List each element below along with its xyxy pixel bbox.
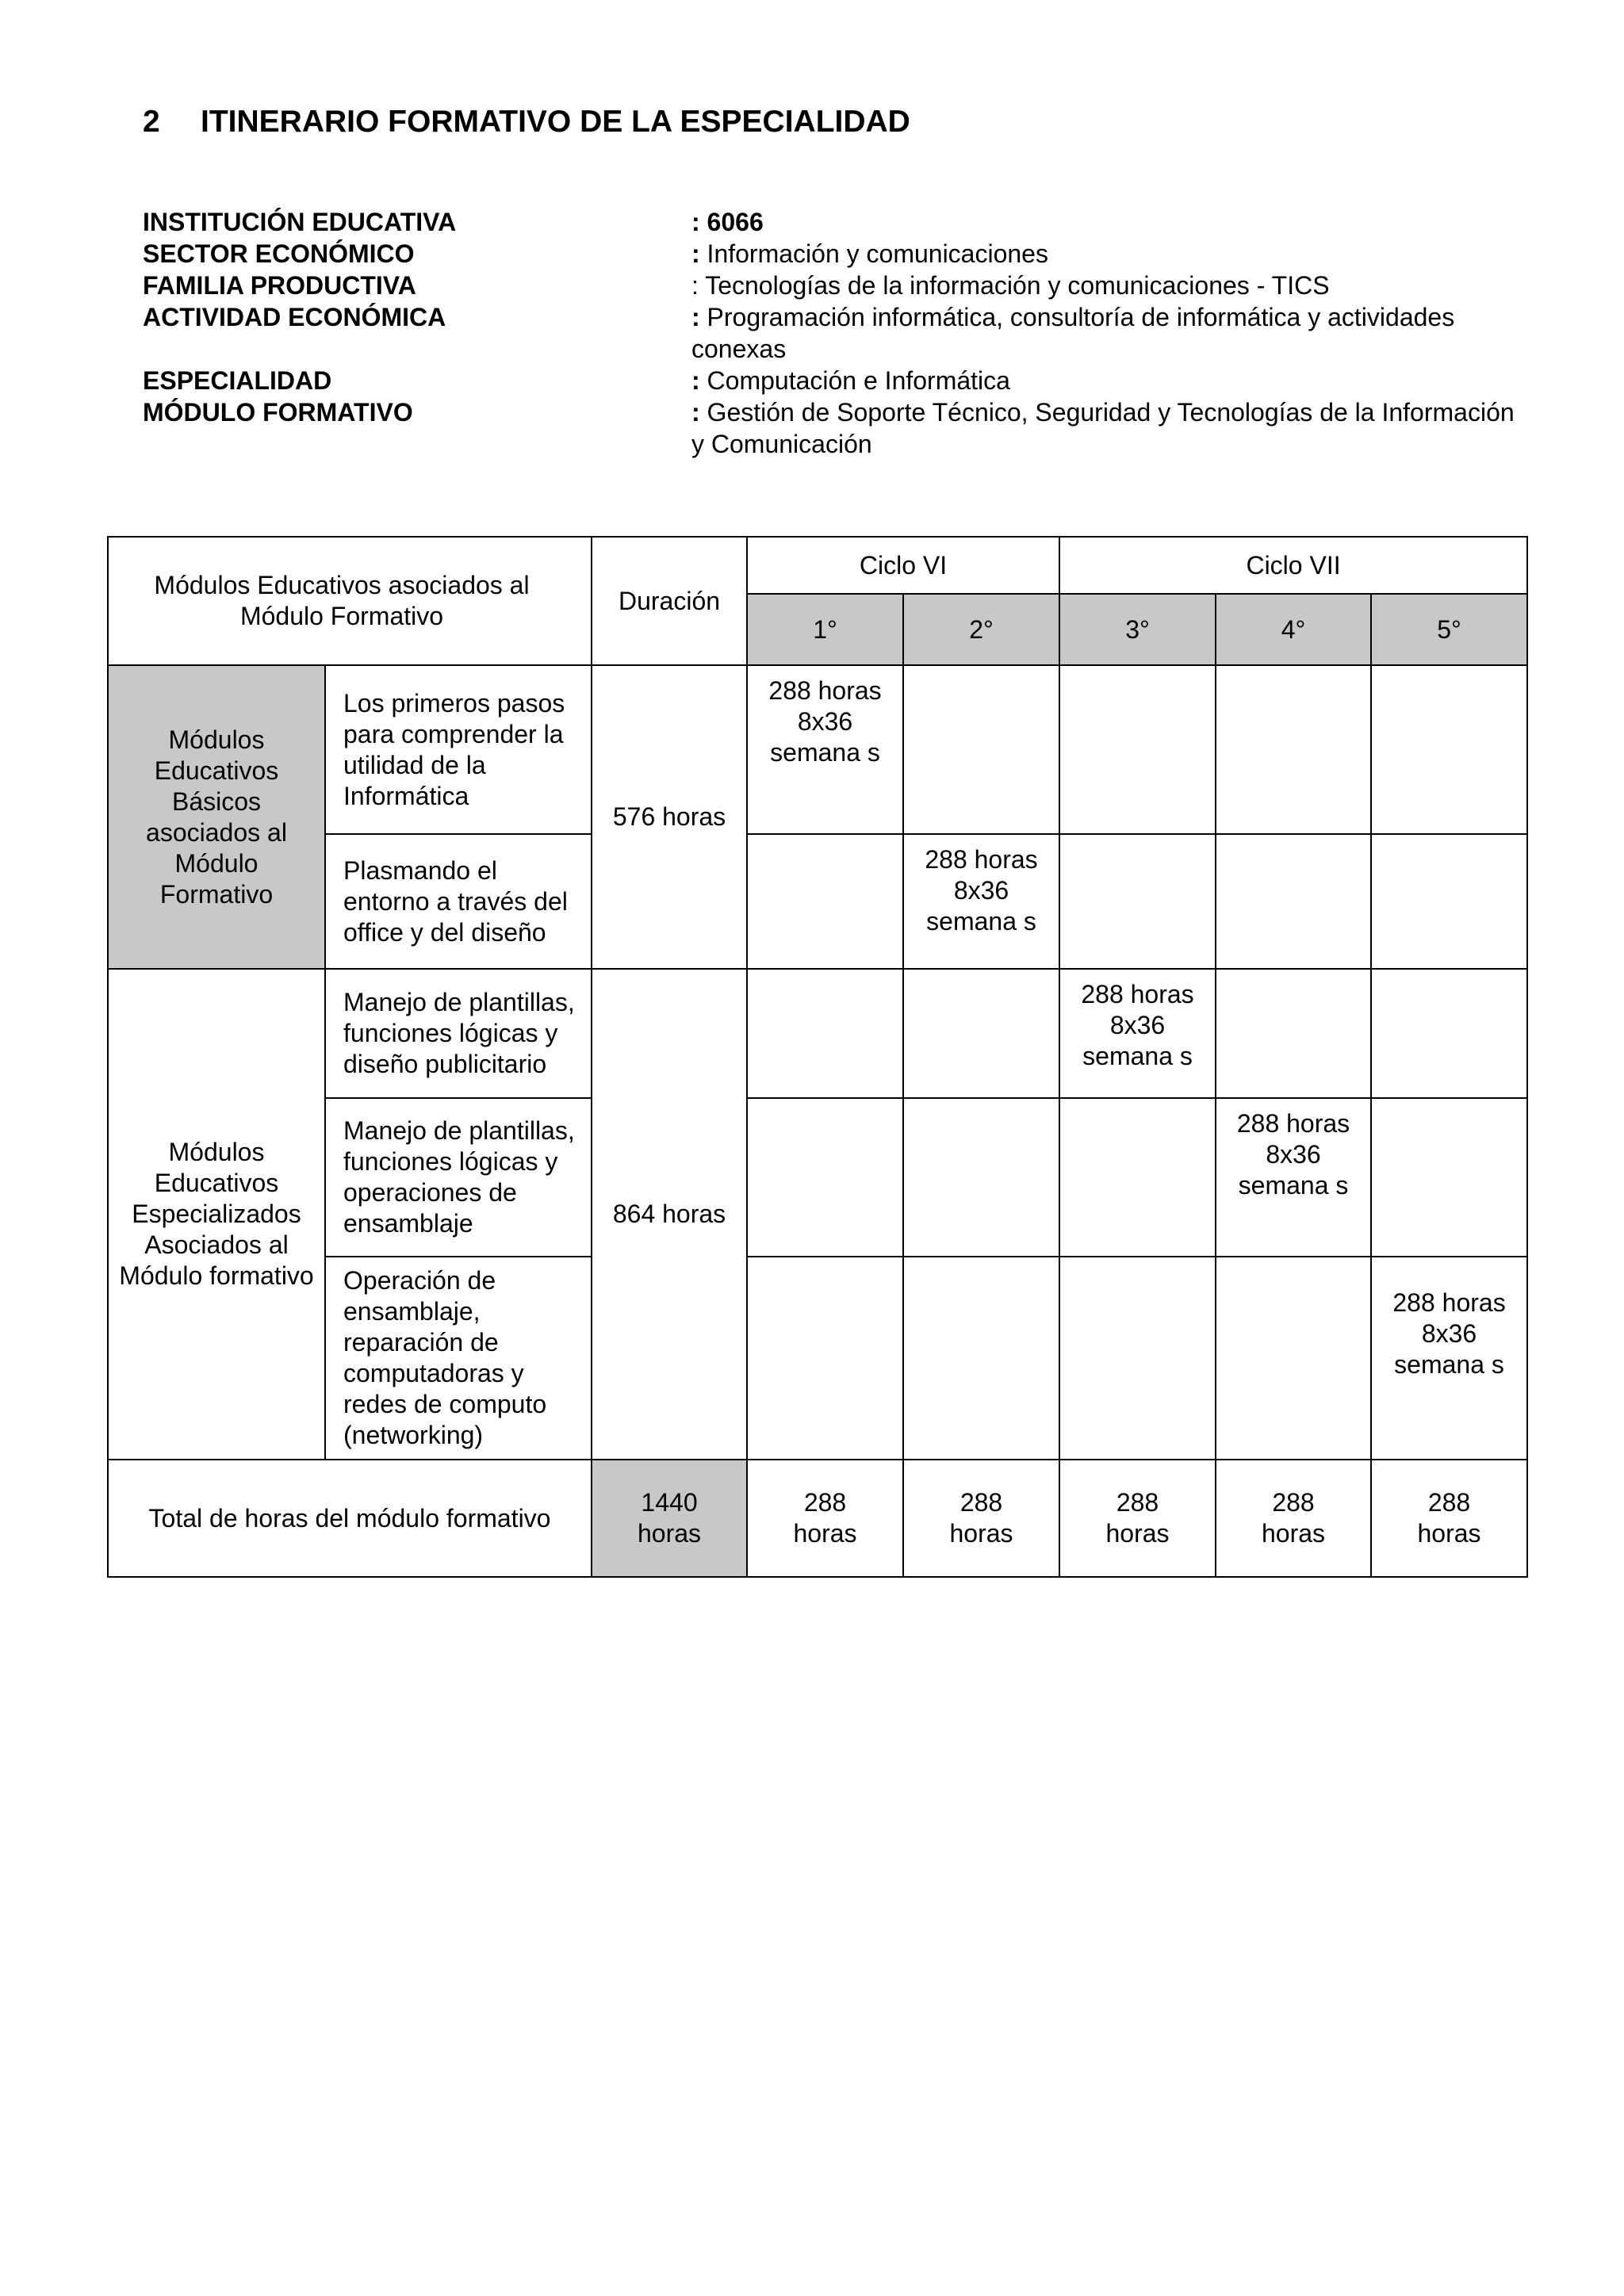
empty-cell bbox=[1059, 1257, 1216, 1460]
semester-hours-cell: 288 horas 8x36 semana s bbox=[903, 834, 1059, 969]
module-name-cell: Los primeros pasos para comprender la utilidad de la Informática bbox=[325, 665, 592, 834]
total-duration-cell: 1440 horas bbox=[592, 1460, 747, 1577]
module-name-cell: Manejo de plantillas, funciones lógicas y operaciones de ensamblaje bbox=[325, 1098, 592, 1257]
table-row bbox=[108, 665, 1527, 834]
total-label-cell: Total de horas del módulo formativo bbox=[108, 1460, 592, 1577]
empty-cell bbox=[1371, 834, 1527, 969]
info-label: MÓDULO FORMATIVO bbox=[143, 398, 413, 427]
semester-hours-cell: 288 horas 8x36 semana s bbox=[1059, 969, 1216, 1098]
group-name-cell: Módulos Educativos Especializados Asociados al Módulo formativo bbox=[108, 969, 325, 1460]
header-semester-2: 2° bbox=[903, 594, 1059, 665]
empty-cell bbox=[1059, 834, 1216, 969]
page-heading bbox=[143, 105, 910, 140]
info-label: SECTOR ECONÓMICO bbox=[143, 239, 415, 268]
section-number: 2 bbox=[143, 105, 160, 139]
header-row-cycles bbox=[108, 537, 1527, 594]
empty-cell bbox=[747, 1098, 903, 1257]
info-value-text: Gestión de Soporte Técnico, Seguridad y Tecnologías de la Información y Comunicación bbox=[691, 398, 1515, 458]
empty-cell bbox=[903, 1098, 1059, 1257]
total-semester-cell: 288 horas bbox=[1216, 1460, 1371, 1577]
header-modules-cell: Módulos Educativos asociados al Módulo Formativo bbox=[108, 537, 592, 665]
info-row-modulo bbox=[143, 396, 1522, 460]
header-semester-3: 3° bbox=[1059, 594, 1216, 665]
empty-cell bbox=[1216, 1257, 1371, 1460]
total-row bbox=[108, 1460, 1527, 1577]
total-semester-cell: 288 horas bbox=[1059, 1460, 1216, 1577]
module-name-cell: Plasmando el entorno a través del office y del diseño bbox=[325, 834, 592, 969]
table-row bbox=[108, 969, 1527, 1098]
total-semester-cell: 288 horas bbox=[747, 1460, 903, 1577]
info-value bbox=[691, 301, 1522, 365]
empty-cell bbox=[1216, 969, 1371, 1098]
empty-cell bbox=[1371, 1098, 1527, 1257]
empty-cell bbox=[747, 834, 903, 969]
info-block bbox=[143, 206, 1522, 460]
info-colon: : bbox=[691, 398, 700, 427]
info-value-text: Computación e Informática bbox=[699, 366, 1010, 395]
empty-cell bbox=[1216, 834, 1371, 969]
info-label: ACTIVIDAD ECONÓMICA bbox=[143, 303, 446, 331]
empty-cell bbox=[1216, 665, 1371, 834]
header-cycle-vii: Ciclo VII bbox=[1059, 537, 1527, 594]
semester-hours-cell: 288 horas 8x36 semana s bbox=[1371, 1257, 1527, 1460]
empty-cell bbox=[1059, 1098, 1216, 1257]
group-duration-cell: 576 horas bbox=[592, 665, 747, 969]
header-semester-4: 4° bbox=[1216, 594, 1371, 665]
info-value: : Tecnologías de la información y comunicaciones - TICS bbox=[691, 271, 1330, 300]
empty-cell bbox=[1371, 969, 1527, 1098]
info-colon: : bbox=[691, 366, 700, 395]
module-name-cell: Operación de ensamblaje, reparación de computadoras y redes de computo (networking) bbox=[325, 1257, 592, 1460]
total-semester-cell: 288 horas bbox=[903, 1460, 1059, 1577]
info-value-text: Programación informática, consultoría de informática y actividades conexas bbox=[691, 303, 1455, 363]
semester-hours-cell: 288 horas 8x36 semana s bbox=[747, 665, 903, 834]
empty-cell bbox=[747, 1257, 903, 1460]
header-semester-5: 5° bbox=[1371, 594, 1527, 665]
info-colon: : bbox=[691, 239, 700, 268]
itinerary-table bbox=[107, 536, 1528, 1578]
info-label: ESPECIALIDAD bbox=[143, 366, 332, 395]
module-name-cell: Manejo de plantillas, funciones lógicas y diseño publicitario bbox=[325, 969, 592, 1098]
empty-cell bbox=[747, 969, 903, 1098]
empty-cell bbox=[1371, 665, 1527, 834]
info-row-sector bbox=[143, 238, 1522, 270]
group-name-cell: Módulos Educativos Básicos asociados al Módulo Formativo bbox=[108, 665, 325, 969]
info-colon: : bbox=[691, 303, 700, 331]
info-label: INSTITUCIÓN EDUCATIVA bbox=[143, 208, 457, 236]
info-value bbox=[691, 365, 1522, 396]
empty-cell bbox=[903, 665, 1059, 834]
header-duration-cell: Duración bbox=[592, 537, 747, 665]
total-semester-cell: 288 horas bbox=[1371, 1460, 1527, 1577]
info-row-especialidad bbox=[143, 365, 1522, 396]
empty-cell bbox=[903, 1257, 1059, 1460]
info-row-familia bbox=[143, 270, 1522, 301]
info-value bbox=[691, 396, 1522, 460]
info-label: FAMILIA PRODUCTIVA bbox=[143, 271, 416, 300]
semester-hours-cell: 288 horas 8x36 semana s bbox=[1216, 1098, 1371, 1257]
header-semester-1: 1° bbox=[747, 594, 903, 665]
section-title: ITINERARIO FORMATIVO DE LA ESPECIALIDAD bbox=[201, 105, 910, 139]
empty-cell bbox=[1059, 665, 1216, 834]
info-value bbox=[691, 238, 1522, 270]
info-row-actividad bbox=[143, 301, 1522, 365]
empty-cell bbox=[903, 969, 1059, 1098]
info-value-text: Información y comunicaciones bbox=[699, 239, 1048, 268]
group-duration-cell: 864 horas bbox=[592, 969, 747, 1460]
info-value: : 6066 bbox=[691, 208, 764, 236]
header-cycle-vi: Ciclo VI bbox=[747, 537, 1059, 594]
info-row-institucion bbox=[143, 206, 1522, 238]
